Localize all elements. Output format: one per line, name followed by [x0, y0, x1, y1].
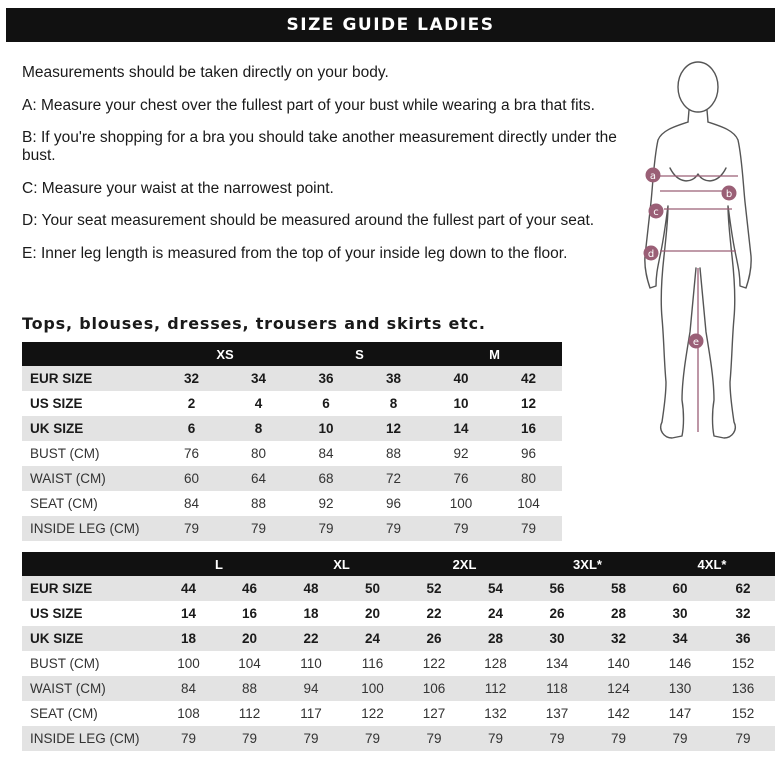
table-cell: 26 — [549, 606, 565, 621]
table-cell: 24 — [342, 626, 403, 651]
table-cell: 22 — [426, 606, 442, 621]
table-cell: 30 — [672, 606, 688, 621]
table-row — [22, 416, 562, 441]
marker-a — [646, 168, 661, 183]
table-cell: 72 — [360, 466, 427, 491]
table-cell: 79 — [427, 516, 495, 541]
table-cell: 147 — [668, 706, 692, 721]
table-row — [22, 491, 562, 516]
table-cell: 36 — [292, 366, 360, 391]
table-cell: 80 — [495, 466, 562, 491]
table-cell: 122 — [361, 706, 384, 721]
table-cell: 79 — [292, 516, 360, 541]
table-cell: 32 — [158, 366, 225, 391]
table-cell: 62 — [711, 576, 775, 601]
figure-head — [678, 62, 718, 112]
table-cell: 100 — [342, 676, 403, 701]
table-cell: 136 — [711, 676, 775, 701]
table-row — [22, 676, 775, 701]
table-cell: 34 — [649, 626, 711, 651]
table-cell: 50 — [342, 576, 403, 601]
table-cell: 134 — [545, 656, 569, 671]
table-cell: 6 — [158, 416, 225, 441]
table-cell: 79 — [225, 516, 292, 541]
table-cell: 18 — [303, 606, 319, 621]
row-label: UK SIZE — [22, 626, 158, 651]
table-cell: 79 — [526, 726, 588, 751]
svg-text:d: d — [647, 249, 655, 260]
row-label: SEAT (CM) — [30, 496, 98, 511]
table-cell: 22 — [280, 626, 342, 651]
table-cell: 127 — [422, 706, 446, 721]
table-cell: 2 — [187, 396, 196, 411]
row-label: US SIZE — [30, 396, 83, 411]
size-group-header: 2XL — [403, 552, 526, 576]
row-label: EUR SIZE — [22, 366, 158, 391]
table-cell: 79 — [158, 516, 225, 541]
table-cell: 12 — [360, 416, 427, 441]
body-measurement-figure — [636, 60, 766, 445]
table-cell: 46 — [219, 576, 280, 601]
instruction-a: A: Measure your chest over the fullest part of your bust while wearing a bra that fits. — [22, 96, 595, 114]
table-cell: 38 — [360, 366, 427, 391]
table-cell: 48 — [280, 576, 342, 601]
table-cell: 79 — [158, 726, 219, 751]
row-label: WAIST (CM) — [22, 676, 158, 701]
table-cell: 79 — [342, 726, 403, 751]
table-cell: 10 — [453, 396, 469, 411]
table-cell: 76 — [427, 466, 495, 491]
table-cell: 137 — [545, 706, 569, 721]
table-cell: 122 — [422, 656, 446, 671]
table-cell: 28 — [610, 606, 627, 621]
table-cell: 128 — [484, 656, 507, 671]
table-cell: 20 — [219, 626, 280, 651]
row-label: SEAT (CM) — [30, 706, 98, 721]
table-cell: 92 — [453, 446, 469, 461]
table-cell: 110 — [300, 656, 322, 671]
table-cell: 16 — [495, 416, 562, 441]
table-cell: 118 — [526, 676, 588, 701]
svg-text:a: a — [649, 171, 657, 182]
table-cell: 18 — [158, 626, 219, 651]
table-cell: 79 — [495, 516, 562, 541]
marker-e — [689, 334, 704, 349]
table-cell: 146 — [668, 656, 692, 671]
size-group-header: S — [292, 342, 427, 366]
table-cell: 79 — [280, 726, 342, 751]
table-cell: 14 — [427, 416, 495, 441]
table-cell: 30 — [526, 626, 588, 651]
table-cell: 52 — [403, 576, 465, 601]
row-label: INSIDE LEG (CM) — [22, 726, 158, 751]
table-cell: 54 — [465, 576, 526, 601]
marker-b — [722, 186, 737, 201]
table-cell: 108 — [177, 706, 200, 721]
table-cell: 124 — [588, 676, 649, 701]
table-cell: 88 — [385, 446, 402, 461]
table-cell: 32 — [588, 626, 649, 651]
size-group-header: XS — [158, 342, 292, 366]
size-table-l-4xl — [22, 552, 775, 751]
table-cell: 104 — [238, 656, 261, 671]
header-empty-cell — [22, 552, 158, 576]
table-cell: 152 — [731, 656, 755, 671]
table-cell: 4 — [254, 396, 263, 411]
table-cell: 6 — [322, 396, 330, 411]
table-cell: 112 — [465, 676, 526, 701]
table-row — [22, 601, 775, 626]
row-label: BUST (CM) — [30, 446, 100, 461]
row-label: WAIST (CM) — [22, 466, 158, 491]
table-cell: 34 — [225, 366, 292, 391]
svg-text:c: c — [653, 207, 659, 218]
table-cell: 142 — [607, 706, 630, 721]
instruction-c: C: Measure your waist at the narrowest point. — [22, 179, 334, 197]
table-cell: 28 — [465, 626, 526, 651]
table-row — [22, 366, 562, 391]
table-row — [22, 626, 775, 651]
table-row — [22, 651, 775, 676]
instruction-b: B: If you're shopping for a bra you should take another measurement directly under the bust. — [22, 129, 617, 164]
table-cell: 79 — [711, 726, 775, 751]
table-header-row — [22, 342, 562, 366]
svg-text:b: b — [725, 189, 733, 200]
table-cell: 44 — [158, 576, 219, 601]
table-cell: 56 — [526, 576, 588, 601]
figure-bust — [670, 168, 726, 181]
size-group-header: L — [158, 552, 280, 576]
table-cell: 88 — [219, 676, 280, 701]
section-title: Tops, blouses, dresses, trousers and skirts etc. — [22, 314, 486, 333]
table-cell: 94 — [280, 676, 342, 701]
table-cell: 79 — [219, 726, 280, 751]
table-cell: 92 — [318, 496, 334, 511]
table-cell: 79 — [360, 516, 427, 541]
table-cell: 152 — [731, 706, 755, 721]
size-group-header: 3XL* — [526, 552, 649, 576]
table-row — [22, 516, 562, 541]
table-cell: 96 — [520, 446, 537, 461]
row-label: UK SIZE — [22, 416, 158, 441]
table-row — [22, 726, 775, 751]
table-cell: 79 — [649, 726, 711, 751]
table-cell: 140 — [607, 656, 630, 671]
table-cell: 96 — [385, 496, 402, 511]
svg-text:e: e — [692, 337, 700, 348]
table-cell: 36 — [711, 626, 775, 651]
table-cell: 112 — [238, 706, 261, 721]
table-cell: 76 — [183, 446, 200, 461]
table-cell: 68 — [292, 466, 360, 491]
table-cell: 60 — [649, 576, 711, 601]
marker-c — [649, 204, 664, 219]
row-label: BUST (CM) — [30, 656, 100, 671]
instruction-e: E: Inner leg length is measured from the top of your inside leg down to the floor. — [22, 244, 568, 262]
size-group-header: XL — [280, 552, 403, 576]
size-group-header: M — [427, 342, 562, 366]
table-header-row — [22, 552, 775, 576]
table-cell: 58 — [588, 576, 649, 601]
table-cell: 12 — [520, 396, 537, 411]
instruction-intro: Measurements should be taken directly on your body. — [22, 64, 389, 81]
table-cell: 84 — [158, 676, 219, 701]
table-cell: 106 — [403, 676, 465, 701]
table-cell: 117 — [300, 706, 322, 721]
table-row — [22, 441, 562, 466]
table-cell: 116 — [361, 656, 384, 671]
marker-d — [644, 246, 659, 261]
table-cell: 84 — [183, 496, 200, 511]
instruction-d: D: Your seat measurement should be measured around the fullest part of your seat. — [22, 212, 595, 229]
table-row — [22, 701, 775, 726]
table-cell: 88 — [250, 496, 267, 511]
table-cell: 20 — [364, 606, 381, 621]
table-cell: 24 — [487, 606, 504, 621]
header-empty-cell — [22, 342, 158, 366]
table-row — [22, 391, 562, 416]
table-cell: 104 — [517, 496, 540, 511]
table-cell: 8 — [225, 416, 292, 441]
measurement-instructions — [22, 64, 647, 277]
table-cell: 132 — [484, 706, 507, 721]
table-cell: 79 — [588, 726, 649, 751]
table-cell: 130 — [649, 676, 711, 701]
table-cell: 84 — [318, 446, 334, 461]
table-cell: 100 — [177, 656, 200, 671]
table-row — [22, 576, 775, 601]
table-cell: 79 — [403, 726, 465, 751]
table-cell: 79 — [465, 726, 526, 751]
size-table-xs-m — [22, 342, 562, 541]
table-cell: 26 — [403, 626, 465, 651]
table-cell: 60 — [158, 466, 225, 491]
size-group-header: 4XL* — [649, 552, 775, 576]
row-label: EUR SIZE — [22, 576, 158, 601]
row-label: US SIZE — [30, 606, 83, 621]
table-cell: 14 — [180, 606, 197, 621]
page-title: SIZE GUIDE LADIES — [6, 8, 775, 42]
table-row — [22, 466, 562, 491]
table-cell: 80 — [250, 446, 267, 461]
table-cell: 42 — [495, 366, 562, 391]
table-cell: 16 — [241, 606, 258, 621]
table-cell: 10 — [292, 416, 360, 441]
table-cell: 8 — [389, 396, 398, 411]
table-cell: 40 — [427, 366, 495, 391]
table-cell: 100 — [449, 496, 473, 511]
table-cell: 32 — [735, 606, 751, 621]
row-label: INSIDE LEG (CM) — [22, 516, 158, 541]
table-cell: 64 — [225, 466, 292, 491]
